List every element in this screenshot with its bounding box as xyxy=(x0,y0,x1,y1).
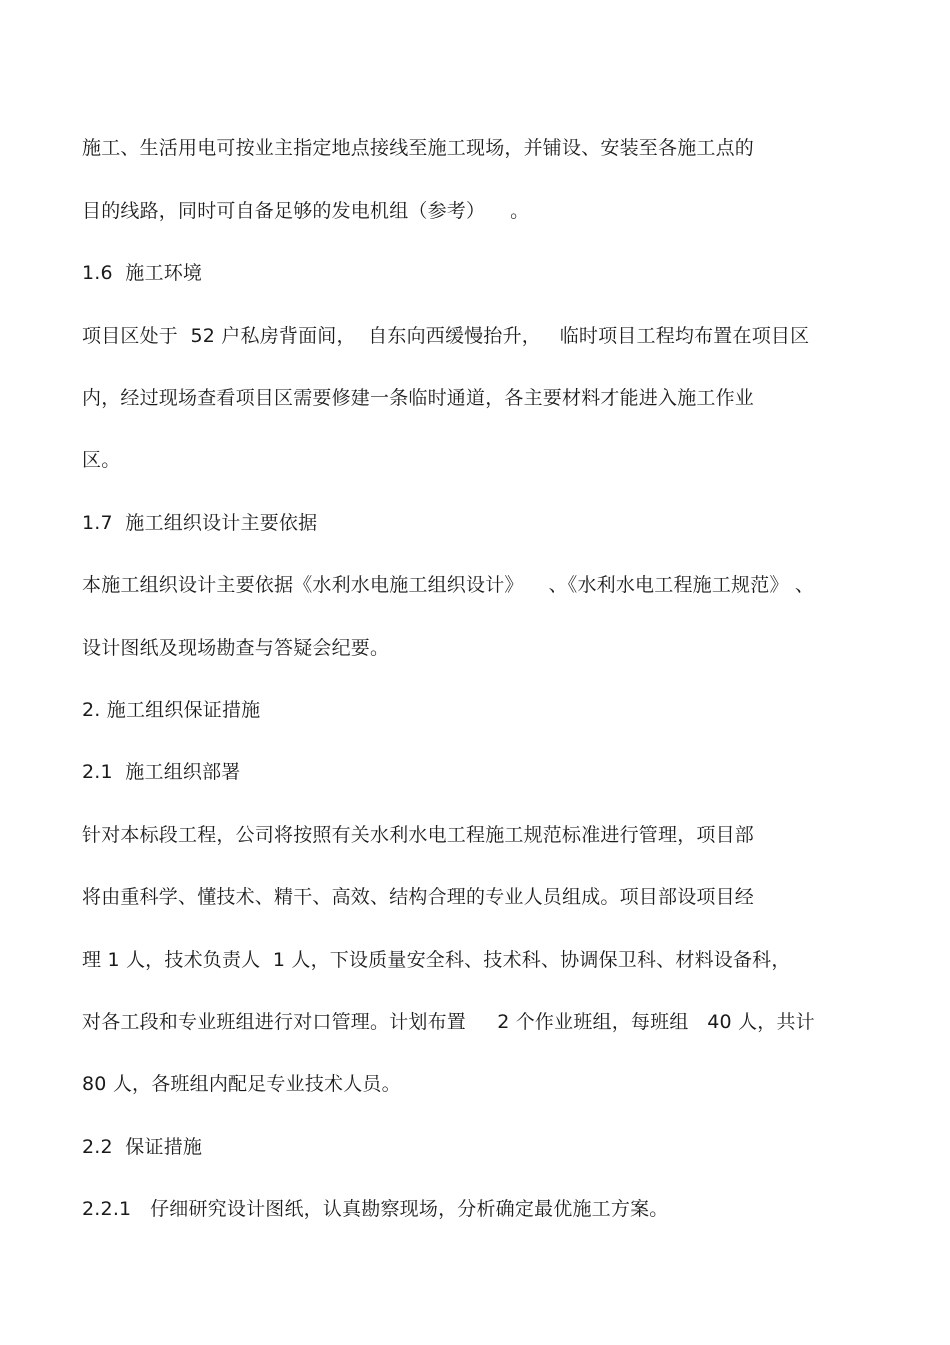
section-heading-2-1: 2.1 施工组织部署 xyxy=(82,761,241,783)
body-paragraph-line: 将由重科学、懂技术、精干、高效、结构合理的专业人员组成。项目部设项目经 xyxy=(82,886,755,908)
body-paragraph-line: 针对本标段工程，公司将按照有关水利水电工程施工规范标准进行管理，项目部 xyxy=(82,824,755,846)
body-paragraph-line: 设计图纸及现场勘查与答疑会纪要。 xyxy=(82,637,390,659)
body-paragraph-line: 施工、生活用电可按业主指定地点接线至施工现场，并铺设、安装至各施工点的 xyxy=(82,137,755,159)
subsection-item-2-2-1: 2.2.1 仔细研究设计图纸，认真勘察现场，分析确定最优施工方案。 xyxy=(82,1198,669,1220)
body-paragraph-line: 目的线路，同时可自备足够的发电机组（参考） 。 xyxy=(82,200,530,222)
section-heading-2: 2. 施工组织保证措施 xyxy=(82,699,261,721)
body-paragraph-line: 理 1 人，技术负责人 1 人，下设质量安全科、技术科、协调保卫科、材料设备科， xyxy=(82,949,791,971)
body-paragraph-line: 内，经过现场查看项目区需要修建一条临时通道，各主要材料才能进入施工作业 xyxy=(82,387,755,409)
body-paragraph-line: 区。 xyxy=(82,449,121,471)
section-heading-1-6: 1.6 施工环境 xyxy=(82,262,203,284)
body-paragraph-line: 项目区处于 52 户私房背面间， 自东向西缓慢抬升， 临时项目工程均布置在项目区 xyxy=(82,325,810,347)
section-heading-1-7: 1.7 施工组织设计主要依据 xyxy=(82,512,318,534)
body-paragraph-line: 本施工组织设计主要依据《水利水电施工组织设计》 、《水利水电工程施工规范》 、 xyxy=(82,574,815,596)
body-paragraph-line: 80 人，各班组内配足专业技术人员。 xyxy=(82,1073,401,1095)
body-paragraph-line: 对各工段和专业班组进行对口管理。计划布置 2 个作业班组，每班组 40 人，共计 xyxy=(82,1011,815,1033)
section-heading-2-2: 2.2 保证措施 xyxy=(82,1136,203,1158)
